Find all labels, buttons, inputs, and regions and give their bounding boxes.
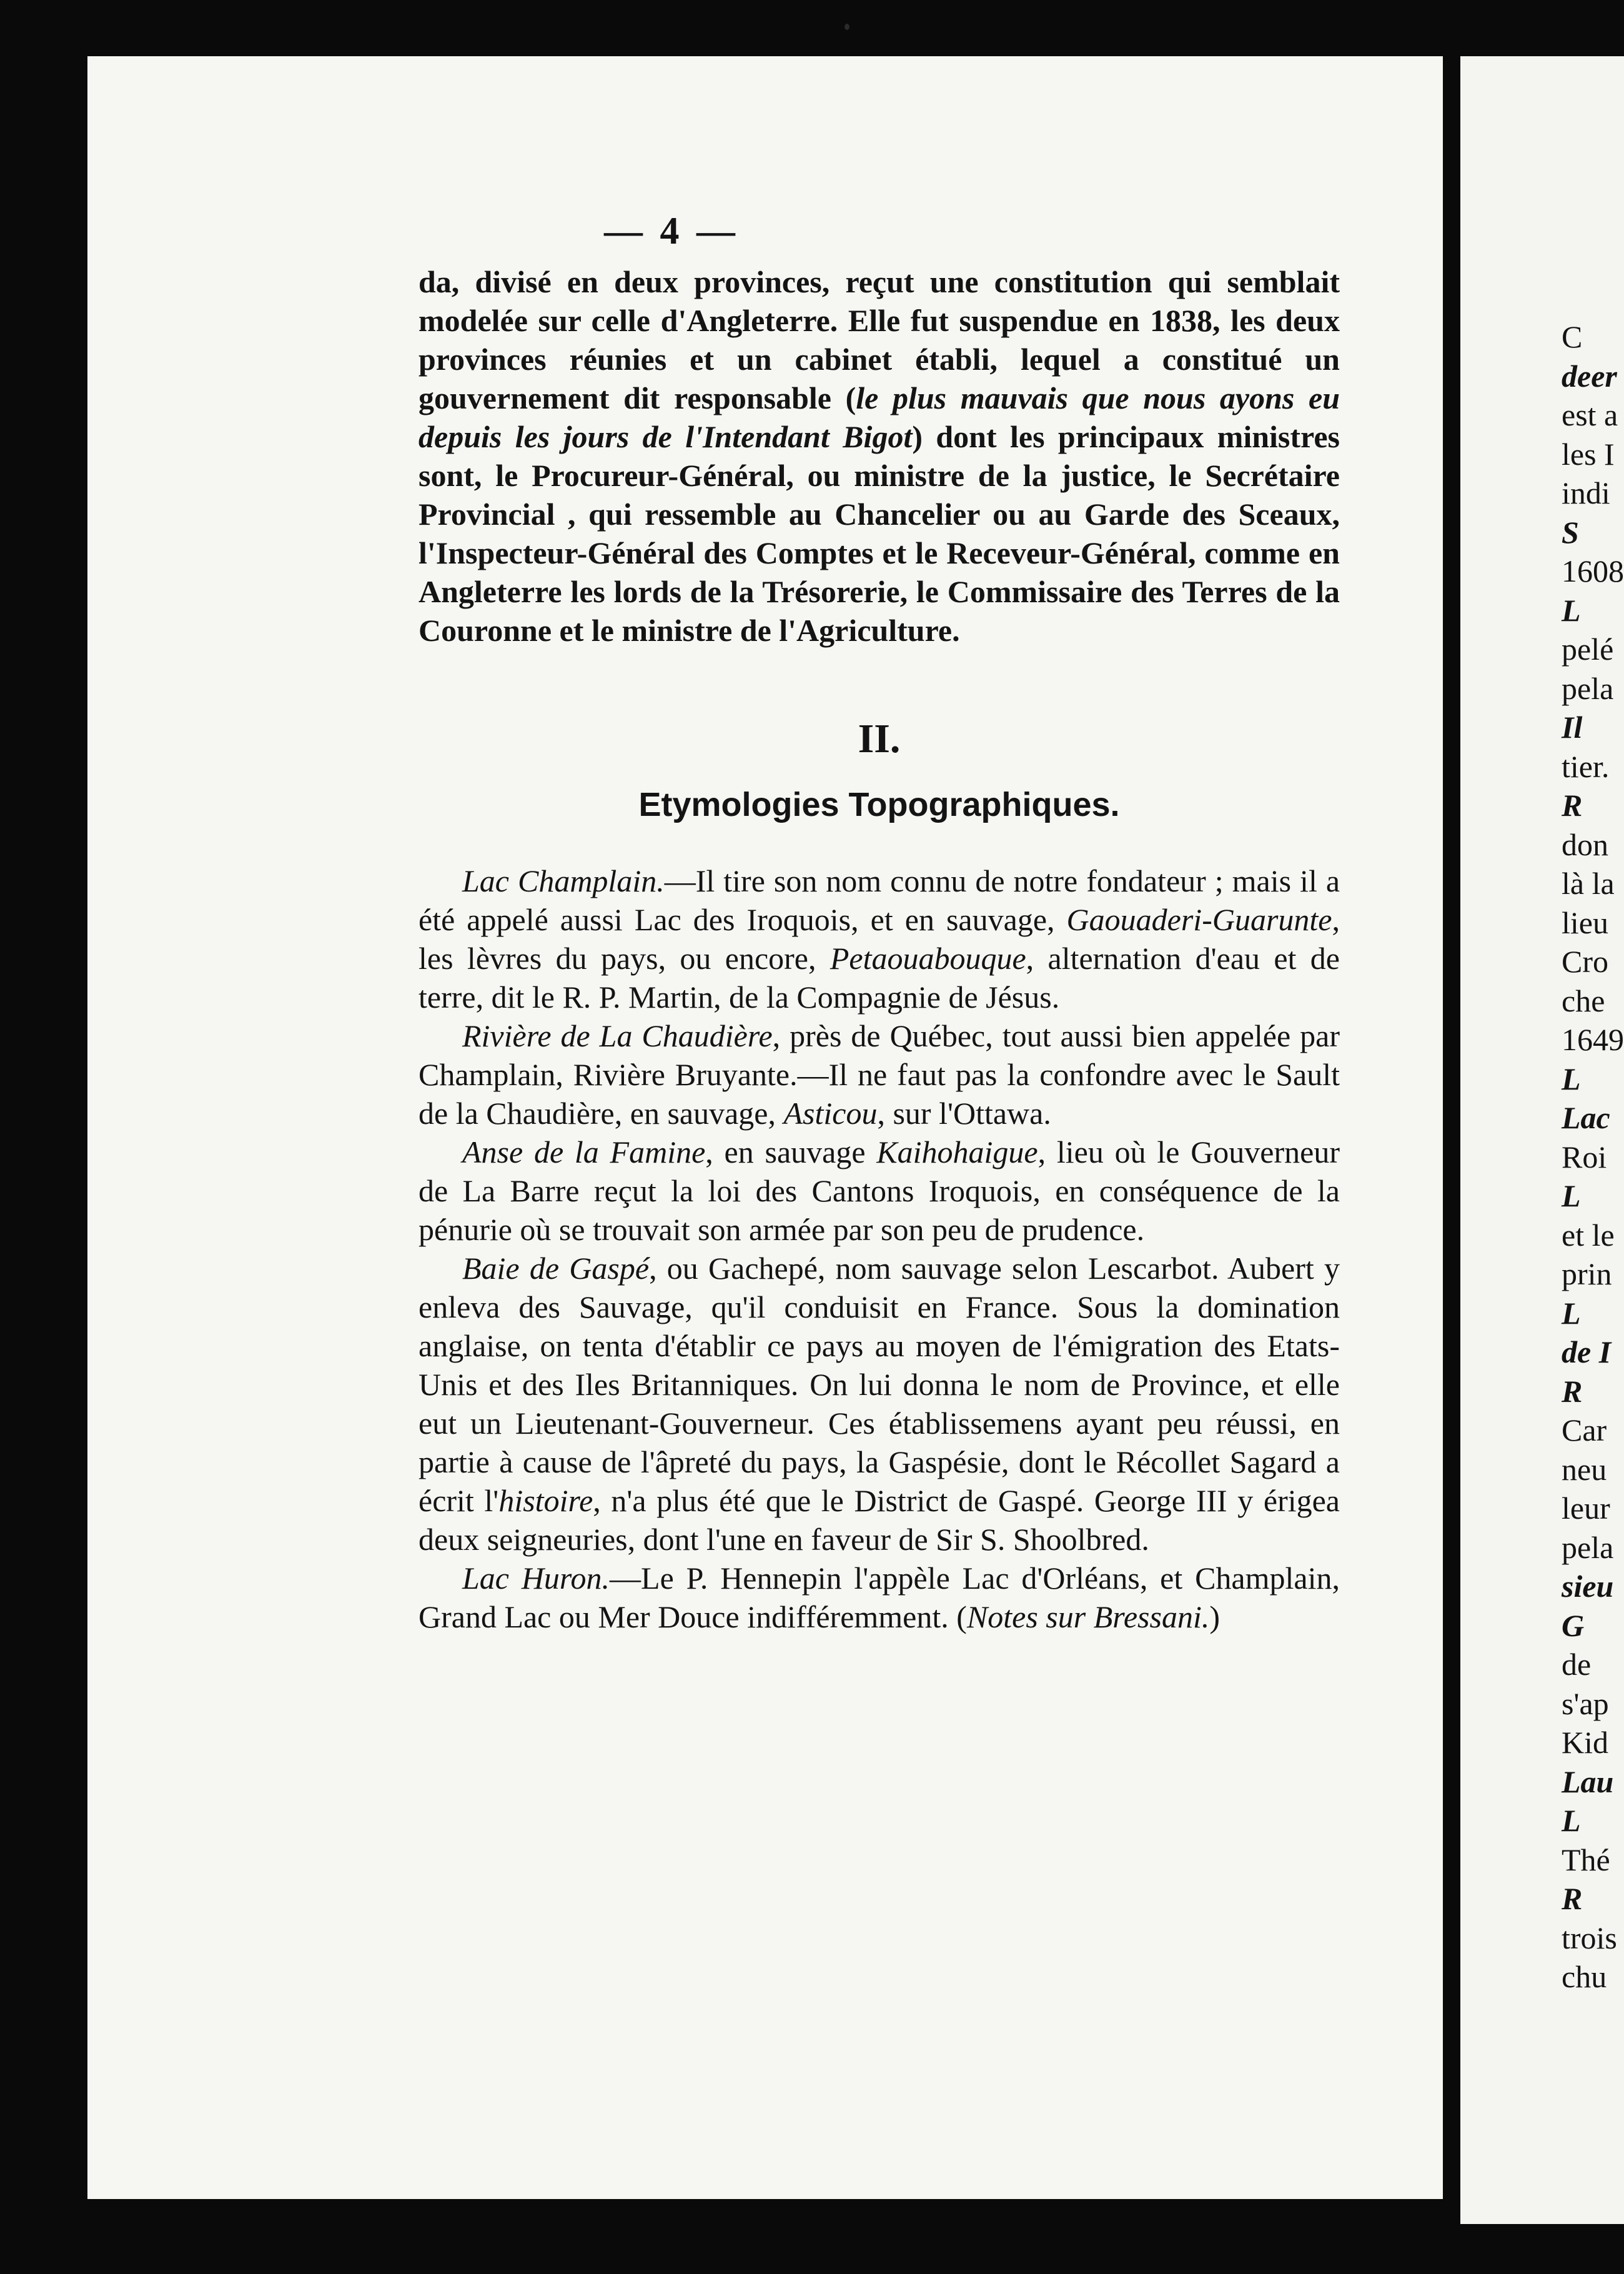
facing-page-line: Kid	[1562, 1725, 1608, 1760]
entry-italic: histoire	[498, 1483, 593, 1518]
entry-heading: Lac Champlain.	[462, 863, 665, 898]
intro-text-b: ) dont les principaux ministres sont, le Procureur-Général, ou ministre de la justice, le Secrétaire Provincial , qui ressemble au Chancelier ou au Garde des Sceaux, l'Inspecteur-Général des Comptes et le Receveur-Général, comme en Angleterre les lords de la Trésorerie, le Commissaire des Terres de la Couronne et le ministre de l'Agriculture.	[418, 419, 1340, 648]
facing-page-line: R	[1562, 788, 1583, 823]
facing-page-line: 1608	[1562, 554, 1624, 588]
facing-page-line: sieu	[1562, 1569, 1614, 1604]
body-text	[418, 262, 1340, 1636]
facing-page-line: L	[1562, 592, 1581, 628]
facing-page-line: indi	[1562, 475, 1610, 510]
facing-page-line: S	[1562, 514, 1579, 550]
entry-italic: Gaouaderi-Guarunte	[1066, 902, 1332, 937]
facing-page-line: pela	[1562, 1529, 1614, 1565]
facing-page-line: tier.	[1562, 748, 1610, 784]
section-title: Etymologies Topographiques.	[638, 786, 1120, 823]
entry-italic: Petaouabouque	[829, 941, 1026, 976]
ink-speck	[844, 24, 849, 30]
intro-text-a: da, divisé en deux provinces, reçut une constitution qui semblait modelée sur celle d'Angleterre. Elle fut suspendue en 1838, les deux provinces réunies et un cabinet établi, lequel a constitué un gouvernement dit responsable (	[418, 264, 1340, 415]
entry-text: —Le P. Hennepin l'appèle Lac d'Orléans, et Champlain, Grand Lac ou Mer Douce indifféremment. (	[418, 1561, 1340, 1634]
entry-italic: Kaihohaigue	[876, 1135, 1038, 1169]
entry-text: —Il tire son nom connu de notre fondateur ; mais il a été appelé aussi Lac des Iroquois, et en sauvage,	[418, 863, 1340, 937]
entry-baie-gaspe	[418, 1249, 1340, 1559]
facing-page-line: don	[1562, 827, 1608, 862]
entry-heading: Lac Huron.	[462, 1561, 610, 1596]
facing-page-line: C	[1562, 319, 1583, 354]
entry-italic: Asticou	[783, 1096, 878, 1131]
facing-page-line: s'ap	[1562, 1686, 1609, 1721]
intro-paragraph	[418, 262, 1340, 650]
facing-page-line: neu	[1562, 1451, 1607, 1487]
facing-page-line: pela	[1562, 670, 1614, 706]
left-page	[87, 56, 1443, 2199]
facing-page-line: est a	[1562, 397, 1618, 432]
facing-page-line: L	[1562, 1295, 1581, 1331]
facing-page-line: 1649	[1562, 1022, 1624, 1057]
entry-anse-famine	[418, 1133, 1340, 1249]
facing-page-line: trois	[1562, 1920, 1617, 1955]
facing-page-line: L	[1562, 1061, 1581, 1096]
facing-page-line: Il	[1562, 710, 1583, 745]
facing-page-line: Thé	[1562, 1842, 1610, 1877]
facing-page-line: Car	[1562, 1413, 1607, 1447]
facing-page-line: de	[1562, 1647, 1592, 1682]
facing-page-line: Roi	[1562, 1139, 1607, 1174]
facing-page-line: G	[1562, 1607, 1585, 1643]
entry-text: , sur l'Ottawa.	[877, 1096, 1051, 1131]
facing-page-line: Lau	[1562, 1764, 1614, 1799]
entry-text: , près de Québec, tout aussi bien appelée par Champlain, Rivière Bruyante.—Il ne faut pas la confondre avec le Sault de la Chaudière, en sauvage,	[418, 1018, 1340, 1131]
entry-riviere-chaudiere	[418, 1016, 1340, 1133]
facing-page-line: lieu	[1562, 905, 1608, 940]
facing-page-line: R	[1562, 1373, 1583, 1409]
entry-heading: Baie de Gaspé	[462, 1251, 650, 1286]
facing-page-line: leur	[1562, 1491, 1610, 1526]
entry-heading: Anse de la Famine	[462, 1135, 706, 1169]
entry-text: , les lèvres du pays, ou encore,	[418, 902, 1340, 976]
page-number: — 4 —	[604, 210, 739, 252]
entry-italic: Notes sur Bressani.	[966, 1599, 1210, 1634]
facing-page-line: prin	[1562, 1256, 1612, 1291]
facing-page-line: pelé	[1562, 632, 1614, 667]
facing-page-line: Cro	[1562, 944, 1608, 979]
section-number: II.	[858, 716, 901, 762]
entry-text: , alternation d'eau et de terre, dit le R. P. Martin, de la Compagnie de Jésus.	[418, 941, 1340, 1015]
facing-page-text	[1460, 317, 1624, 1997]
entry-text: , ou Gachepé, nom sauvage selon Lescarbot. Aubert y enleva des Sauvage, qu'il conduisit en France. Sous la domination anglaise, on tenta d'établir ce pays au moyen de l'émigration des Etats-Unis et des Iles Britanniques. On lui donna le nom de Province, et elle eut un Lieutenant-Gouverneur. Ces établissemens ayant peu réussi, en partie à cause de l'âpreté du pays, la Gaspésie, dont le Récollet Sagard a écrit l'	[418, 1251, 1340, 1518]
intro-italic: le plus mauvais que nous ayons eu depuis les jours de l'Intendant Bigot	[418, 380, 1340, 454]
entry-lac-huron	[418, 1559, 1340, 1636]
facing-page-line: de I	[1562, 1334, 1612, 1369]
facing-page-line: deer	[1562, 358, 1617, 394]
facing-page-edge	[1460, 56, 1624, 2224]
facing-page-line: les I	[1562, 436, 1615, 472]
entry-text: , en sauvage	[705, 1135, 877, 1169]
facing-page-line: che	[1562, 983, 1605, 1018]
entry-text: , lieu où le Gouverneur de La Barre reçut la loi des Cantons Iroquois, en conséquence de la pénurie où se trouvait son armée par son peu de prudence.	[418, 1135, 1340, 1247]
facing-page-line: L	[1562, 1803, 1581, 1838]
facing-page-line: et le	[1562, 1217, 1615, 1253]
facing-page-line: Lac	[1562, 1100, 1610, 1135]
facing-page-line: là la	[1562, 866, 1615, 901]
facing-page-line: chu	[1562, 1959, 1607, 1994]
entry-heading: Rivière de La Chaudière	[462, 1018, 773, 1053]
facing-page-line: R	[1562, 1881, 1583, 1916]
facing-page-line: L	[1562, 1178, 1581, 1213]
entry-lac-champlain	[418, 861, 1340, 1016]
entry-text: )	[1209, 1599, 1220, 1634]
entry-text: , n'a plus été que le District de Gaspé. George III y érigea deux seigneuries, dont l'une en faveur de Sir S. Shoolbred.	[418, 1483, 1340, 1557]
